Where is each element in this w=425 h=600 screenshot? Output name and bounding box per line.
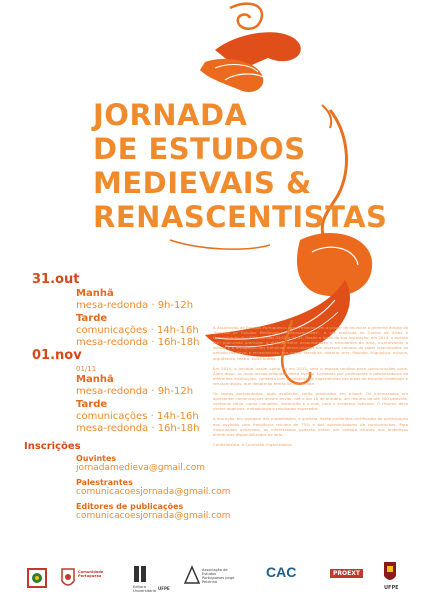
description-paragraph: Em 2014, a jornada, assim como foi em 2013, será o espaço tendido para comunicações orais. Além disso, as duas mesas-redondas deste evento, formadas por professores e pesquisadores de diferentes instituições, contarão com a presença de especialistas nas áreas de estudos medievais e renascentistas, que debaterão temas da atualidade. (213, 365, 408, 386)
day2-morning-item: mesa-redonda · 9h-12h (76, 386, 194, 397)
description-paragraph: A inscrição, em qualquer das modalidades, é gratuita. Serão conferidos certificados de participação aos ouvintes com frequência mínima de 75% e aos apresentadores de comunicações. Para informações adicionais, os interessados poderão entrar em contato através dos endereços eletrônicos disponibilizados ao lado. (213, 416, 408, 437)
title-line-1: JORNADA (93, 98, 248, 132)
ufpe-logo-icon (382, 560, 398, 584)
title-line-3: MEDIEVAIS & (93, 166, 312, 200)
day2-morning-label: Manhã (76, 374, 114, 385)
listeners-email[interactable]: jornadamedieva@gmail.com (76, 463, 205, 473)
registration-heading: Inscrições (24, 441, 81, 452)
speakers-label: Palestrantes (76, 478, 133, 487)
listeners-label: Ouvintes (76, 454, 117, 463)
day2-date: 01.nov (32, 348, 82, 363)
description-paragraph: A Associação de Estudos Portugueses Jorge Peixinho tem o prazer de anunciar a primeira edição da “Jornada de Estudos Medievais e Renascentistas”, a ser realizada no Centro de Artes e Comunicação da UFPE nos dias 31/10 e 01/11. Desde o início da sua instalação, em 2014, o evento tem procurado promover o diálogo entre pesquisadores e estudantes da área, incentivando o estudo e a divulgação dos trabalhos desenvolvidos em diversos campos do saber relacionados ao período medieval e renascentista, tais como: literatura, história, arte, filosofia, linguística, música, arquitetura, teatro, entre outros. (213, 325, 408, 361)
day2-afternoon-item-2: mesa-redonda · 16h-18h (76, 423, 200, 434)
description-paragraph: Cordialmente, a Comissão Organizadora. (213, 441, 293, 447)
cac-logo: CAC (266, 564, 297, 580)
day2-subdate: 01/11 (76, 365, 97, 373)
editora-logo-label: Editora Universitária (133, 585, 156, 593)
comunidade-logo-label: Comunidade Portuguesa (78, 570, 104, 578)
day1-date: 31.out (32, 272, 80, 287)
ufpe-small-label: UFPE (158, 586, 170, 591)
day1-morning-item: mesa-redonda · 9h-12h (76, 300, 194, 311)
event-title (93, 98, 387, 234)
editora-logo-icon (133, 565, 147, 583)
day1-afternoon-item-2: mesa-redonda · 16h-18h (76, 337, 200, 348)
crest-logo-icon (26, 567, 48, 589)
comunidade-logo-icon (60, 567, 76, 589)
day1-morning-label: Manhã (76, 288, 114, 299)
title-line-2: DE ESTUDOS (93, 132, 306, 166)
sponsor-logos (0, 550, 425, 600)
day1-afternoon-label: Tarde (76, 313, 108, 324)
ufpe-logo-label: UFPE (384, 585, 399, 591)
editors-email[interactable]: comunicacoesjornada@gmail.com (76, 511, 231, 521)
day1-afternoon-item-1: comunicações · 14h-16h (76, 325, 199, 336)
day2-afternoon-label: Tarde (76, 399, 108, 410)
associacao-logo-label: Associação de Estudos Portugueses Jorge Peixinho (202, 568, 235, 584)
editors-label: Editores de publicações (76, 502, 184, 511)
day2-afternoon-item-1: comunicações · 14h-16h (76, 411, 199, 422)
speakers-email[interactable]: comunicacoesjornada@gmail.com (76, 487, 231, 497)
event-description (213, 325, 408, 452)
title-line-4: RENASCENTISTAS (93, 200, 388, 234)
proext-logo: PROEXT (330, 569, 363, 578)
associacao-logo-icon (183, 565, 201, 585)
description-paragraph: Os textos apresentados, após avaliação, serão publicados em e-book. Os interessados em apresentar comunicações devem enviar, até o dia 10 de outubro, um resumo de até 300 palavras, contendo título, nome completo, instituição e e-mail, para o endereço indicado. O resumo deve conter objetivos, metodologia e resultados esperados. (213, 391, 408, 412)
